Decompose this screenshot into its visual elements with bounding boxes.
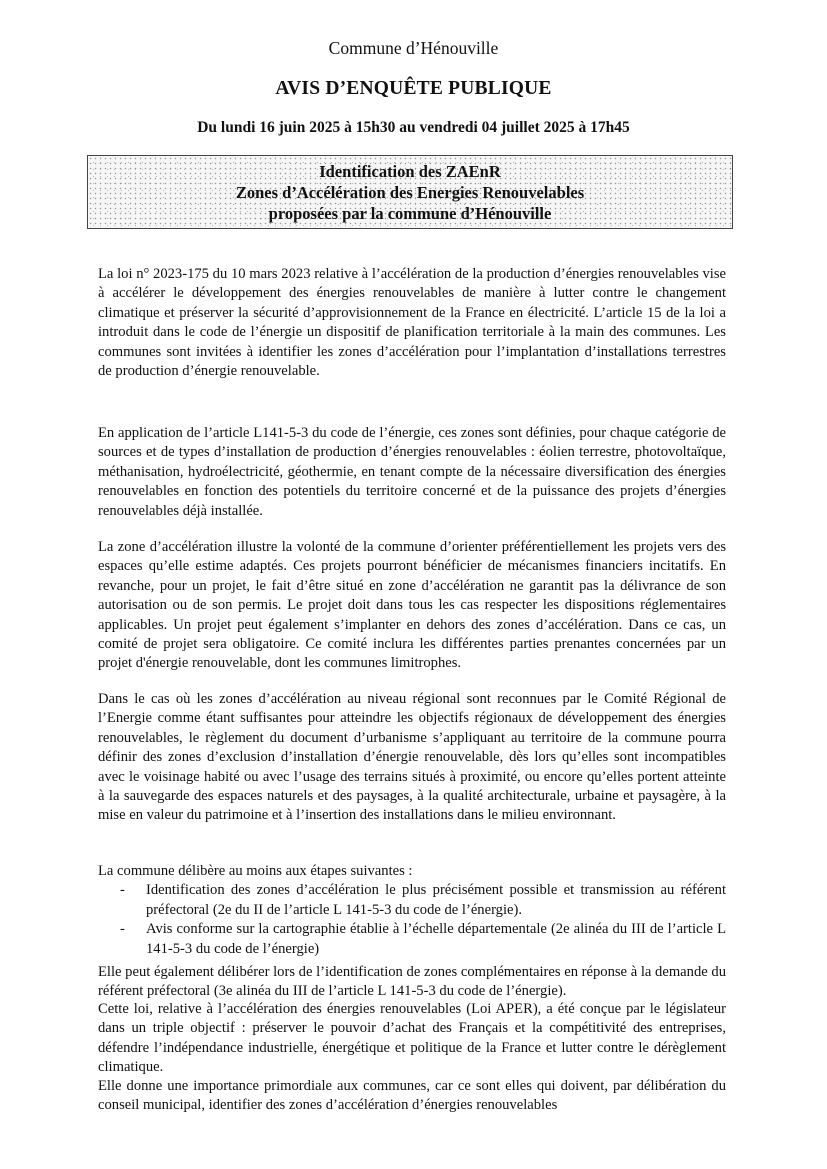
bullet-dash: - bbox=[120, 921, 125, 938]
subject-box bbox=[87, 155, 733, 229]
paragraph-complementary-zones: Elle peut également délibérer lors de l’identification de zones complémentaires en réponse à la demande du référent préfectoral (3e alinéa du III de l’article L 141-5-3 du code de l’énergie). bbox=[98, 964, 726, 1000]
paragraph-law-intro: La loi n° 2023-175 du 10 mars 2023 relative à l’accélération de la production d’énergies renouvelables vise à accélérer le développement des énergies renouvelables de manière à lutter contre le changement climatique et préserver la sécurité d’approvisionnement de la France en électricité. L’article 15 de la loi a introduit dans le code de l’énergie un dispositif de planification territoriale à la main des communes. Les communes sont invitées à identifier les zones d’accélération pour l’implantation d’installations terrestres de production d’énergie renouvelable. bbox=[98, 266, 726, 380]
step-1-text: Identification des zones d’accélération le plus précisément possible et transmission au référent préfectoral (2e du II de l’article L 141-5-3 du code de l’énergie). bbox=[146, 882, 726, 918]
paragraph-law-objectives: Cette loi, relative à l’accélération des énergies renouvelables (Loi APER), a été conçue par le législateur dans un triple objectif : préserver le pouvoir d’achat des Français et la compétitivité des entreprises, défendre l’indépendance industrielle, énergétique et politique de la France et lutter contre le dérèglement climatique. bbox=[98, 1001, 726, 1076]
inquiry-dates: Du lundi 16 juin 2025 à 15h30 au vendredi 04 juillet 2025 à 17h45 bbox=[197, 119, 630, 136]
steps-intro: La commune délibère au moins aux étapes suivantes : bbox=[98, 863, 413, 879]
list-item bbox=[98, 881, 726, 920]
paragraph-exclusion-zones: Dans le cas où les zones d’accélération au niveau régional sont reconnues par le Comité Régional de l’Energie comme étant suffisantes pour atteindre les objectifs régionaux de développement des énergies renouvelables, le règlement du document d’urbanisme s’appliquant au territoire de la commune pourra définir des zones d’exclusion d’installation d’énergie renouvelable, dès lors qu’elles sont incompatibles avec le voisinage habité ou avec l’usage des terrains situés à proximité, ou encore qu’elles portent atteinte à la sauvegarde des espaces naturels et des paysages, à la qualité architecturale, urbaine et paysagère, à la mise en valeur du patrimoine et à l’insertion des installations dans le milieu environnant. bbox=[98, 691, 726, 824]
steps-list bbox=[98, 881, 726, 959]
subject-line-2: Zones d’Accélération des Energies Renouvelables bbox=[235, 183, 585, 202]
step-2-text: Avis conforme sur la cartographie établie à l’échelle départementale (2e alinéa du III de l’article L 141-5-3 du code de l’énergie) bbox=[146, 921, 726, 957]
paragraph-acceleration-zone: La zone d’accélération illustre la volonté de la commune d’orienter préférentiellement les projets vers des espaces qu’elle estime adaptés. Ces projets pourront bénéficier de mécanismes financiers incitatifs. En revanche, pour un projet, le fait d’être situé en zone d’accélération ne garantit pas la délivrance de son autorisation ou de son permis. Le projet doit dans tous les cas respecter les dispositions réglementaires applicables. Un projet peut également s’implanter en dehors des zones d’accélération. Dans ce cas, un comité de projet sera obligatoire. Ce comité inclura les différentes parties prenantes concernées par un projet d'énergie renouvelable, dont les communes limitrophes. bbox=[98, 539, 726, 672]
paragraph-application: En application de l’article L141-5-3 du code de l’énergie, ces zones sont définies, pour chaque catégorie de sources et de types d’installation de production d’énergies renouvelables : éolien terrestre, photovoltaïque, méthanisation, hydroélectricité, géothermie, en tenant compte de la nécessaire diversification des énergies renouvelables en fonction des potentiels du territoire concerné et de la puissance des projets d’énergies renouvelables déjà installée. bbox=[98, 425, 726, 519]
bullet-dash: - bbox=[120, 882, 125, 899]
list-item bbox=[98, 920, 726, 959]
deliberation-steps bbox=[98, 862, 726, 959]
commune-name: Commune d’Hénouville bbox=[328, 38, 499, 58]
subject-line-1: Identification des ZAEnR bbox=[319, 162, 501, 181]
paragraph-communes-role: Elle donne une importance primordiale aux communes, car ce sont elles qui doivent, par délibération du conseil municipal, identifier des zones d’accélération d’énergies renouvelables bbox=[98, 1078, 726, 1114]
document-title: AVIS D’ENQUÊTE PUBLIQUE bbox=[275, 78, 552, 99]
subject-line-3: proposées par la commune d’Hénouville bbox=[268, 204, 552, 223]
